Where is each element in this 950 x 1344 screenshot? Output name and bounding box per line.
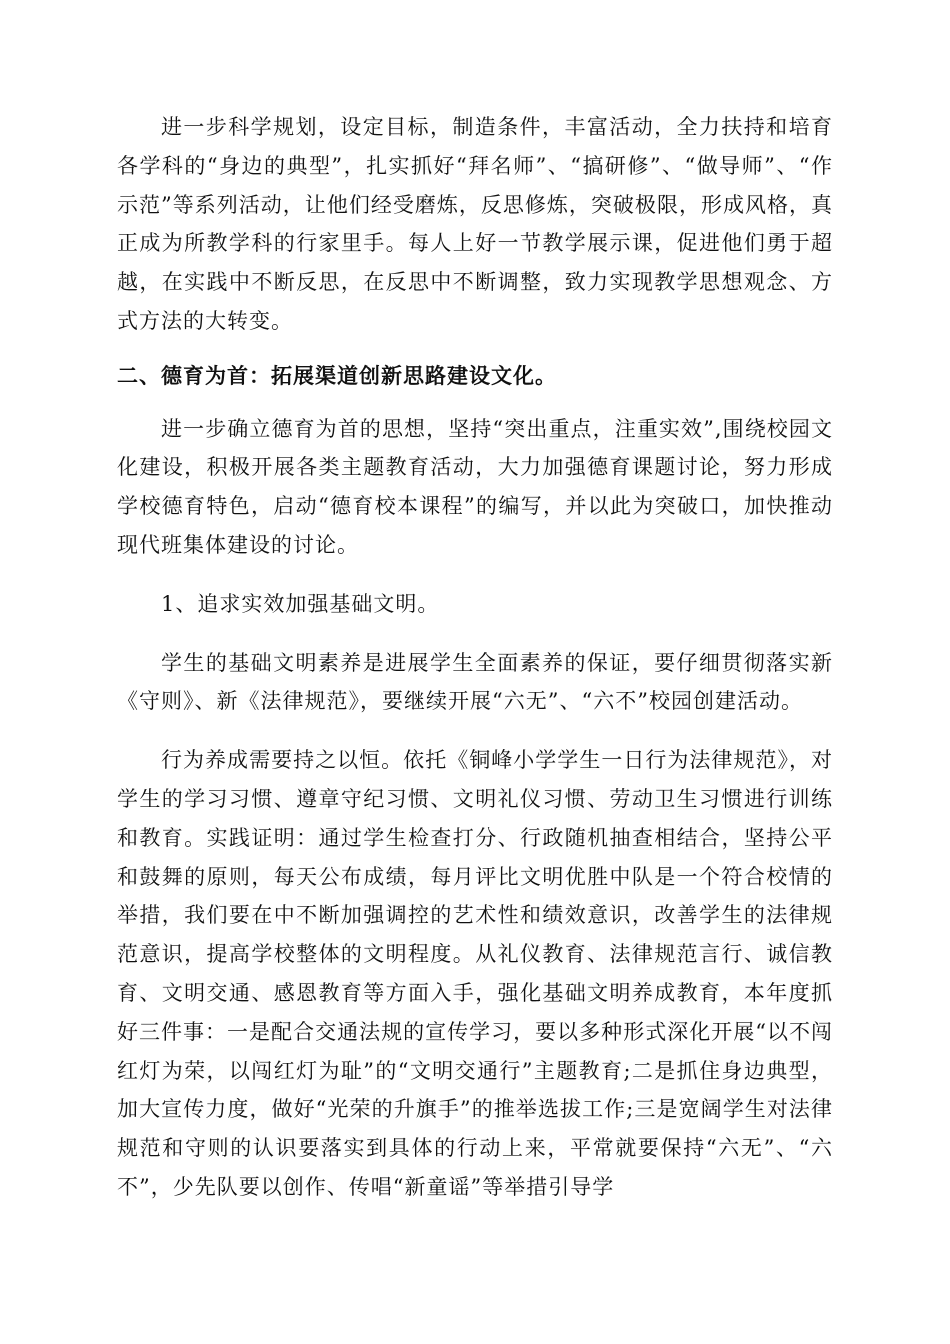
subheading-basic-civilization: 1、追求实效加强基础文明。 xyxy=(161,591,440,616)
paragraph-moral-education: 进一步确立德育为首的思想，坚持“突出重点，注重实效”,围绕校园文化建设，积极开展各类主题教育活动，大力加强德育课题讨论，努力形成学校德育特色，启动“德育校本课程”的编写，并以此为突破口，加快推动现代班集体建设的讨论。 xyxy=(117,416,833,557)
document-body xyxy=(117,108,833,1207)
paragraph-behavior-habits: 行为养成需要持之以恒。依托《铜峰小学学生一日行为法律规范》，对学生的学习习惯、遵章守纪习惯、文明礼仪习惯、劳动卫生习惯进行训练和教育。实践证明：通过学生检查打分、行政随机抽查相结合，坚持公平和鼓舞的原则，每天公布成绩，每月评比文明优胜中队是一个符合校情的举措，我们要在中不断加强调控的艺术性和绩效意识，改善学生的法律规范意识，提高学校整体的文明程度。从礼仪教育、法律规范言行、诚信教育、文明交通、感恩教育等方面入手，强化基础文明养成教育，本年度抓好三件事：一是配合交通法规的宣传学习，要以多种形式深化开展“以不闯红灯为荣，以闯红灯为耻”的“文明交通行”主题教育;二是抓住身边典型，加大宣传力度，做好“光荣的升旗手”的推举选拔工作;三是宽阔学生对法律规范和守则的认识要落实到具体的行动上来，平常就要保持“六无”、“六不”，少先队要以创作、传唱“新童谣”等举措引导学 xyxy=(117,748,833,1199)
section-heading-moral-education: 二、德育为首：拓展渠道创新思路建设文化。 xyxy=(117,363,557,388)
paragraph-teacher-development: 进一步科学规划，设定目标，制造条件，丰富活动，全力扶持和培育各学科的“身边的典型”，扎实抓好“拜名师”、“搞研修”、“做导师”、“作示范”等系列活动，让他们经受磨炼，反思修炼，突破极限，形成风格，真正成为所教学科的行家里手。每人上好一节教学展示课，促进他们勇于超越，在实践中不断反思，在反思中不断调整，致力实现教学思想观念、方式方法的大转变。 xyxy=(117,115,833,333)
paragraph-basic-literacy: 学生的基础文明素养是进展学生全面素养的保证，要仔细贯彻落实新《守则》、新《法律规范》，要继续开展“六无”、“六不”校园创建活动。 xyxy=(117,650,833,714)
